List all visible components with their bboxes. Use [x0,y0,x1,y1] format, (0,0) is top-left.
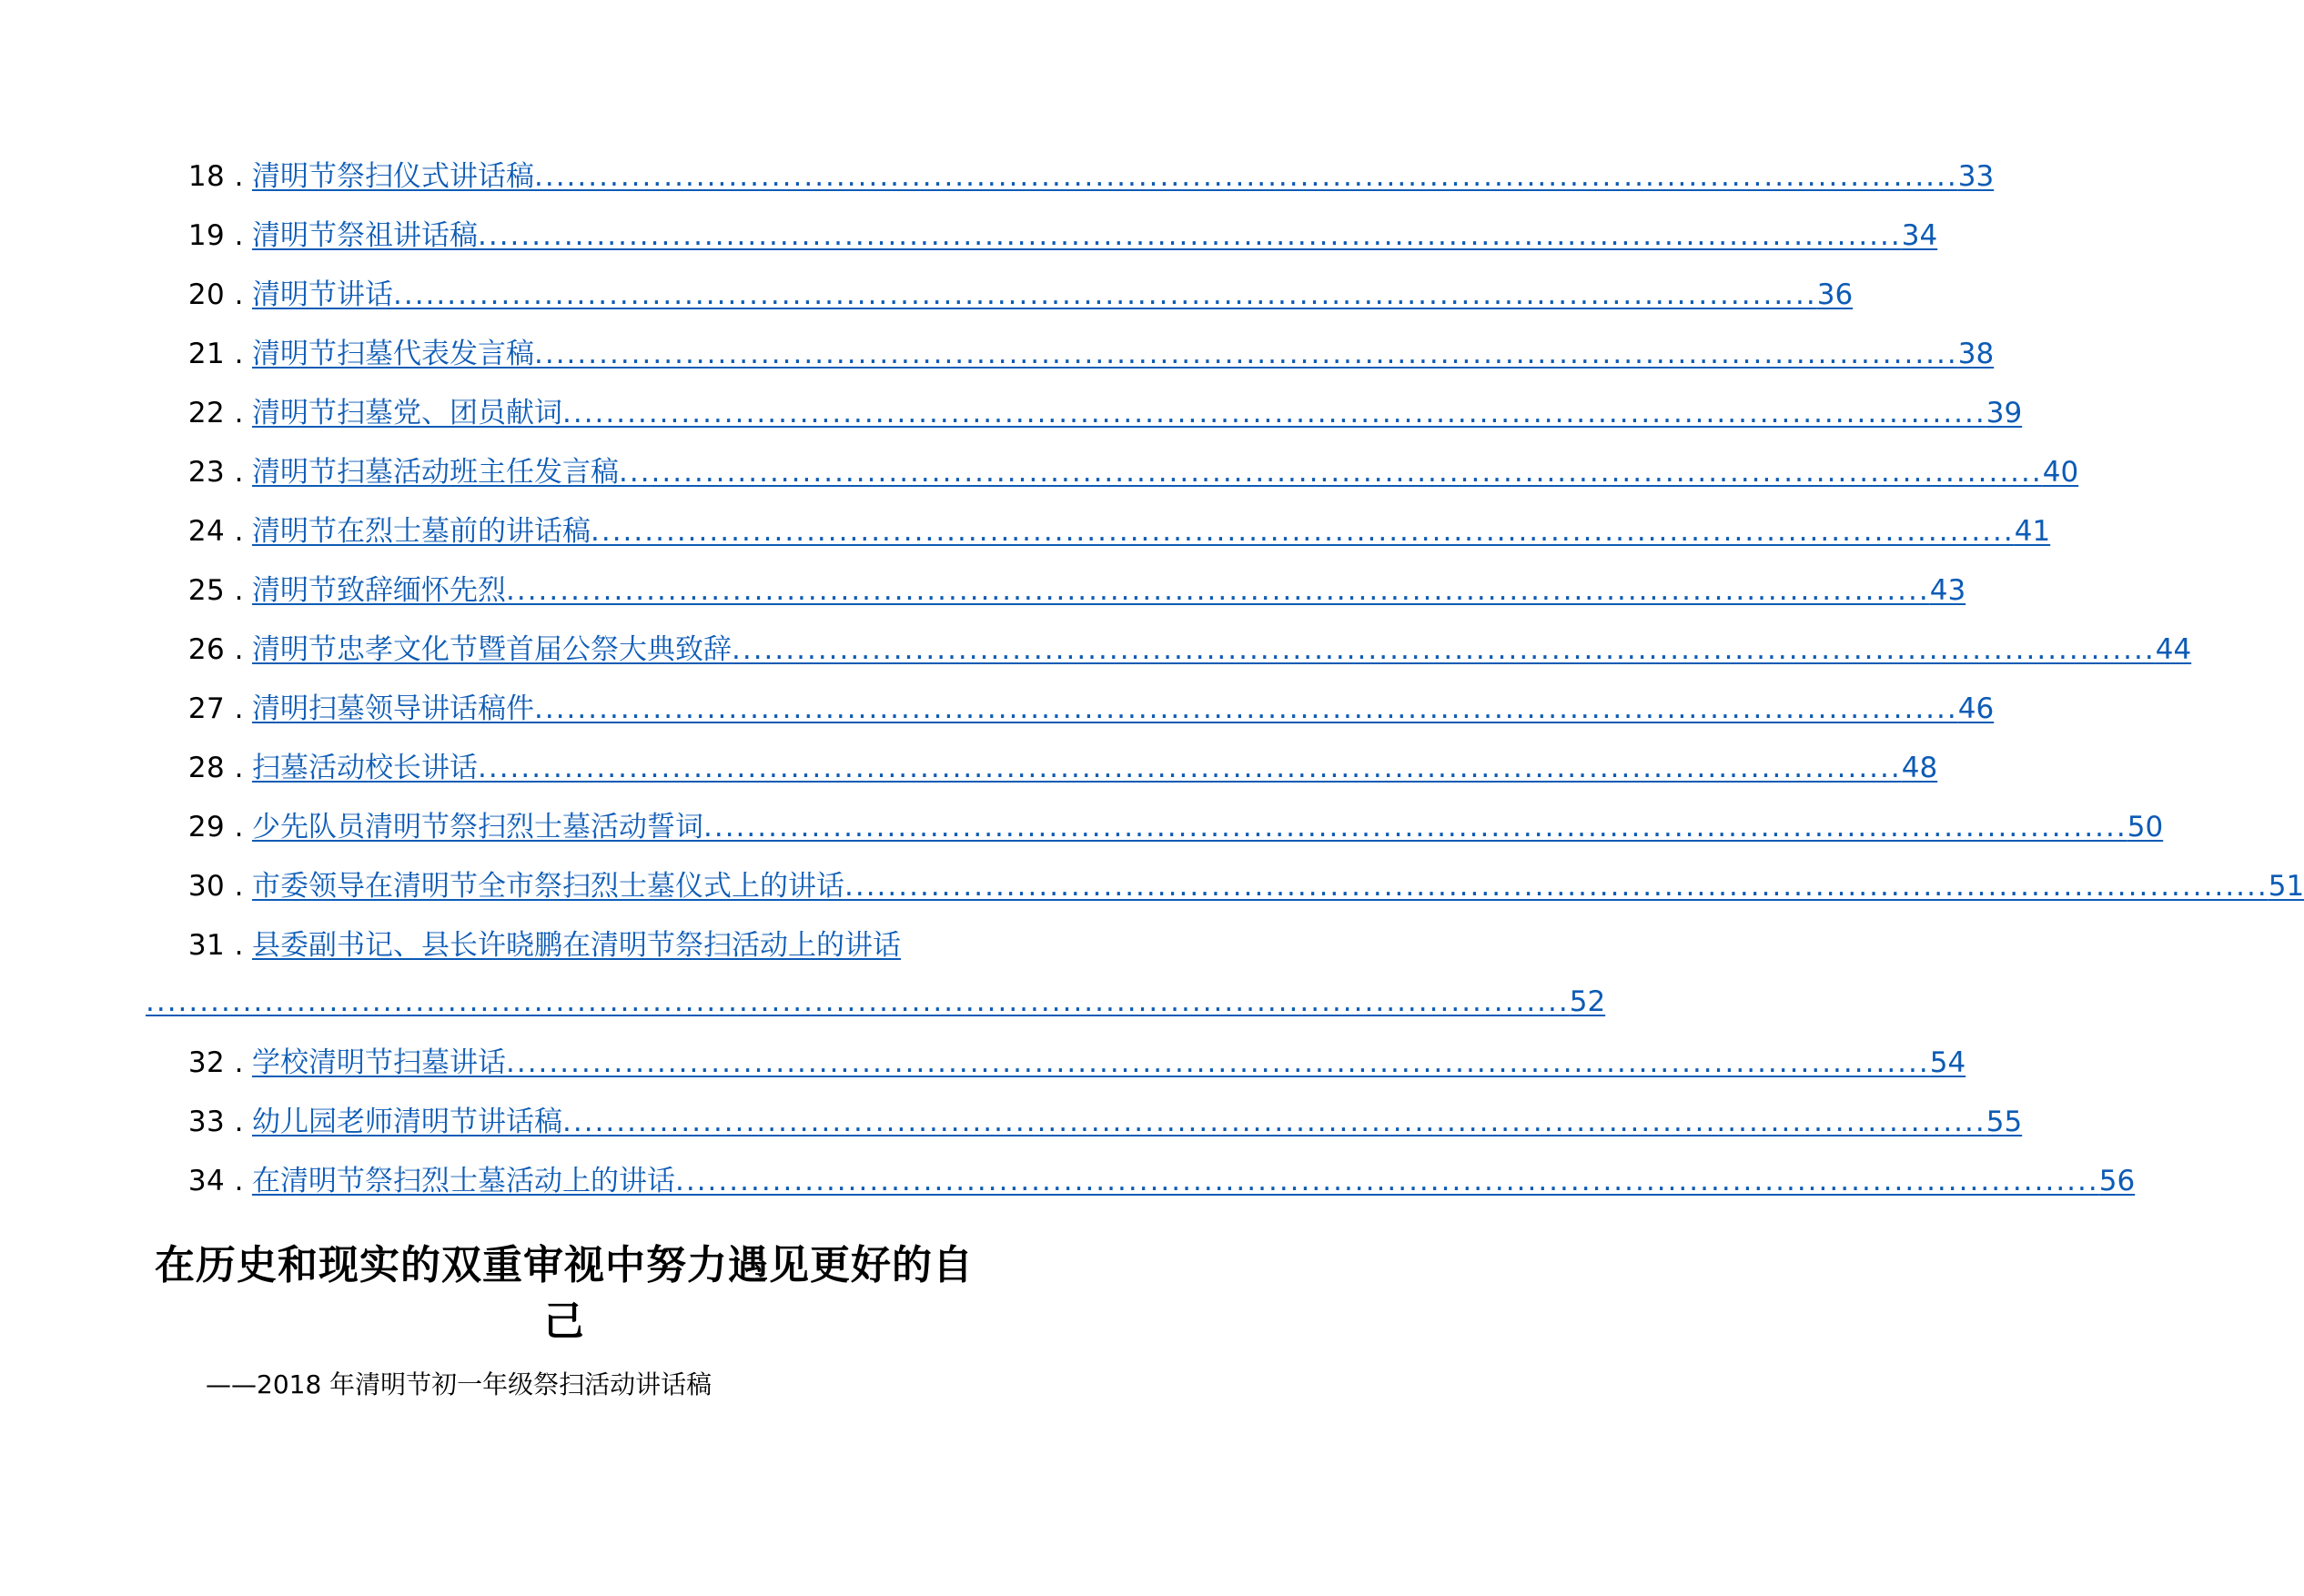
heading-line-1: 在历史和现实的双重审视中努力遇见更好的自 [155,1242,974,1288]
toc-entry-page: 51 [2268,870,2304,903]
toc-entry-title: 清明节忠孝文化节暨首届公祭大典致辞 [252,633,732,666]
toc-entry-page: 40 [2042,456,2079,489]
toc-entry-title: 学校清明节扫墓讲话 [252,1046,506,1079]
toc-entry-number: 18 . [187,160,244,193]
toc-entry [0,390,2023,436]
toc-leader-dots: .................................................................................................................................... [534,338,1958,370]
toc-entry-title: 清明扫墓领导讲话稿件 [252,692,534,725]
toc-leader-dots: .................................................................................................................................... [732,633,2156,666]
toc-entry [0,745,1938,791]
toc-leader-dots: .................................................................................................................................... [844,870,2269,903]
toc-entry-title: 少先队员清明节祭扫烈士墓活动誓词 [252,811,703,843]
toc-entry-page: 55 [1986,1106,2023,1138]
toc-entry-link[interactable] [252,864,2304,909]
document-heading [136,1237,992,1350]
toc-entry-number: 19 . [187,219,244,252]
toc-leader-dots: .................................................................................................................................... [506,574,1930,607]
toc-entry-link[interactable]: 县委副书记、县长许晓鹏在清明节祭扫活动上的讲话 [252,929,901,962]
toc-leader-dots: .................................................................................................................................... [562,1106,1986,1138]
toc-entry [0,804,2164,850]
toc-entry-page: 52 [1569,985,1606,1018]
toc-entry-link[interactable] [252,390,2023,436]
toc-entry-link[interactable] [252,627,2192,672]
toc-entry [0,272,1854,318]
heading-line-2: 己 [543,1298,585,1345]
toc-entry-title: 清明节扫墓活动班主任发言稿 [252,456,619,489]
toc-entry-number: 25 . [187,574,244,607]
toc-entry-number: 26 . [187,633,244,666]
toc-entry-number: 22 . [187,397,244,429]
document-subheading: ——2018 年清明节初一年级祭扫活动讲话稿 [206,1369,712,1399]
toc-entry [0,1040,1966,1086]
toc-entry-page: 41 [2014,515,2051,548]
toc-entry-link[interactable] [252,804,2164,850]
toc-entry-number: 24 . [187,515,244,548]
toc-entry [0,331,1995,377]
toc-entry-page: 46 [1957,692,1995,725]
toc-entry-page: 50 [2127,811,2164,843]
toc-entry-number: 20 . [187,278,244,311]
toc-entry-number: 31 . [187,929,244,962]
toc-entry-link[interactable] [252,745,1938,791]
toc-entry-link[interactable] [252,450,2079,495]
toc-entry [0,1099,2023,1145]
toc-entry-title: 清明节扫墓代表发言稿 [252,338,534,370]
toc-entry-link[interactable] [252,686,1995,732]
toc-entry-number: 28 . [187,752,244,784]
toc-leader-dots: .................................................................................................................................... [393,278,1817,311]
toc-entry [0,213,1938,258]
toc-leader-dots: .................................................................................................................................... [562,397,1986,429]
toc-entry-link[interactable] [252,509,2051,554]
toc-entry-link[interactable] [252,1158,2136,1204]
toc-leader-dots: .................................................................................................................................... [146,985,1570,1018]
toc-entry-page: 34 [1901,219,1938,252]
toc-leader-dots: .................................................................................................................................... [534,160,1958,193]
toc-entry-link[interactable] [252,331,1995,377]
toc-entry-page: 56 [2098,1165,2136,1197]
toc-entry-title: 在清明节祭扫烈士墓活动上的讲话 [252,1165,675,1197]
toc-entry [0,568,1966,613]
toc-entry [0,864,2304,909]
toc-entry-title: 扫墓活动校长讲话 [252,752,478,784]
toc-entry [0,923,1128,968]
toc-entry-link[interactable] [252,272,1854,318]
toc-entry-title: 清明节祭扫仪式讲话稿 [252,160,534,193]
toc-entry [0,154,1995,199]
toc-entry-number: 21 . [187,338,244,370]
toc-entry-link[interactable] [252,1099,2023,1145]
toc-entry-number: 32 . [187,1046,244,1079]
toc-entry-page: 36 [1816,278,1854,311]
toc-entry [0,509,2051,554]
toc-entry-number: 34 . [187,1165,244,1197]
toc-entry-page: 43 [1929,574,1966,607]
toc-entry-title: 清明节扫墓党、团员献词 [252,397,562,429]
toc-entry-page: 48 [1901,752,1938,784]
toc-leader-dots: .................................................................................................................................... [675,1165,2099,1197]
toc-entry-number: 27 . [187,692,244,725]
toc-entry [0,450,2079,495]
toc-leader-dots: .................................................................................................................................... [619,456,2043,489]
toc-entry-link-continuation[interactable] [146,979,1606,1025]
toc-entry-title: 市委领导在清明节全市祭扫烈士墓仪式上的讲话 [252,870,844,903]
toc-entry-number: 30 . [187,870,244,903]
toc-entry-title: 幼儿园老师清明节讲话稿 [252,1106,562,1138]
toc-entry-title: 清明节在烈士墓前的讲话稿 [252,515,591,548]
toc-entry-number: 23 . [187,456,244,489]
toc-leader-dots: .................................................................................................................................... [534,692,1958,725]
toc-entry-page: 33 [1957,160,1995,193]
toc-entry-page: 38 [1957,338,1995,370]
toc-leader-dots: .................................................................................................................................... [478,752,1902,784]
toc-leader-dots: .................................................................................................................................... [591,515,2015,548]
toc-entry-link[interactable] [252,213,1938,258]
toc-entry-title: 清明节讲话 [252,278,393,311]
toc-leader-dots: .................................................................................................................................... [703,811,2127,843]
toc-leader-dots: .................................................................................................................................... [506,1046,1930,1079]
toc-entry-title: 清明节祭祖讲话稿 [252,219,478,252]
toc-entry-page: 44 [2155,633,2192,666]
toc-entry [0,1158,2136,1204]
toc-leader-dots: .................................................................................................................................... [478,219,1902,252]
toc-entry-page: 39 [1986,397,2023,429]
toc-entry-link[interactable] [252,154,1995,199]
toc-entry-number: 29 . [187,811,244,843]
toc-entry-link[interactable] [252,568,1966,613]
toc-entry-page: 54 [1929,1046,1966,1079]
toc-entry-link[interactable] [252,1040,1966,1086]
toc-entry-title: 清明节致辞缅怀先烈 [252,574,506,607]
toc-entry-number: 33 . [187,1106,244,1138]
toc-entry [0,627,2192,672]
toc-entry [0,686,1995,732]
